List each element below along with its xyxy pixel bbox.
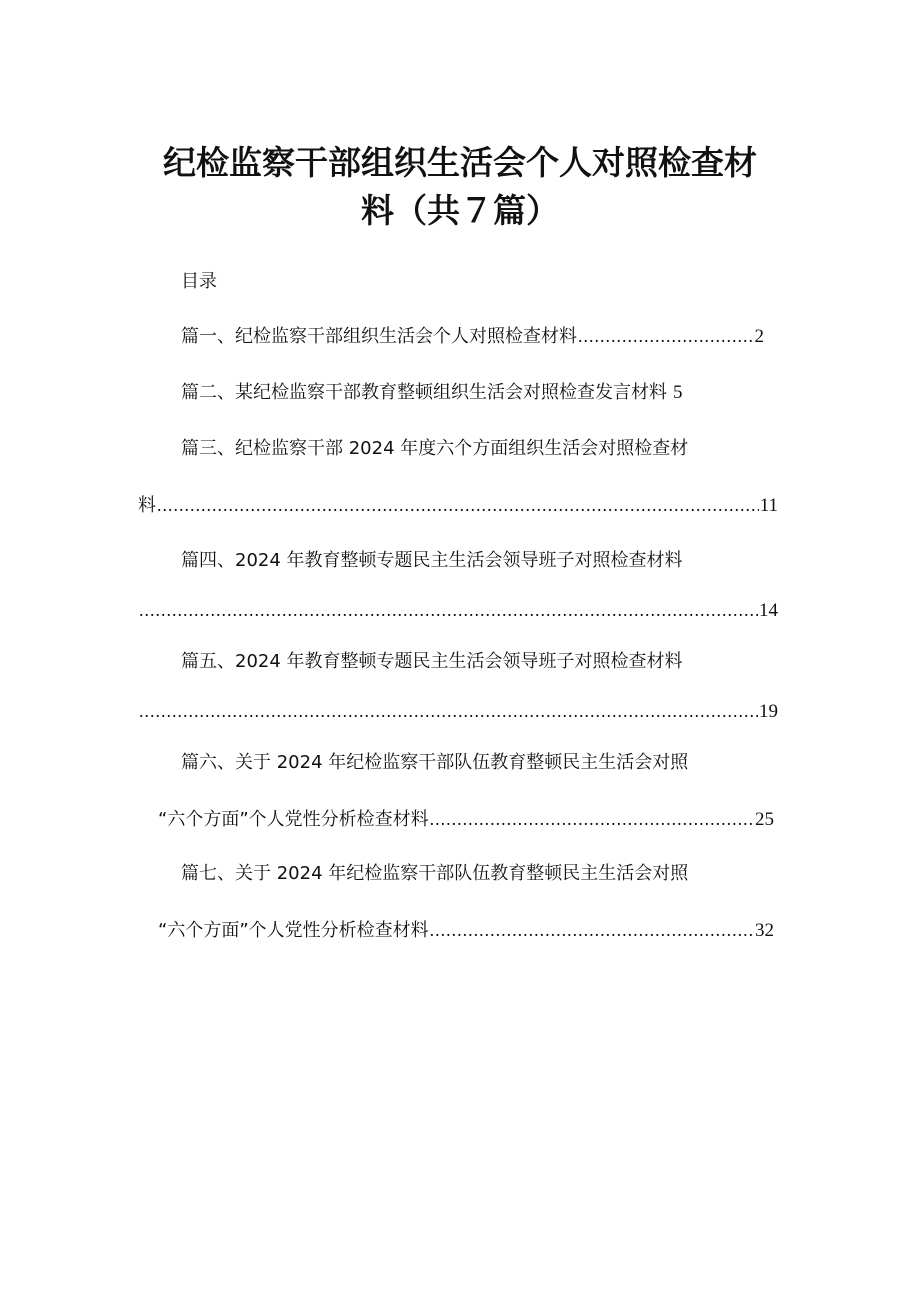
toc-leader-dots: [157, 492, 759, 518]
toc-heading: 目录: [181, 271, 217, 292]
toc-entry-7-line-1[interactable]: [181, 861, 781, 887]
toc-leader-dots: [139, 698, 758, 724]
toc-entry-7-text: 篇七、关于 2024 年纪检监察干部队伍教育整顿民主生活会对照: [181, 863, 689, 884]
toc-leader-dots: [578, 323, 754, 349]
toc-entry-2-text: 篇二、某纪检监察干部教育整顿组织生活会对照检查发言材料: [181, 382, 667, 403]
toc-entry-6-page: 25: [755, 809, 774, 830]
toc-entry-6-text-cont: “六个方面”个人党性分析检查材料: [158, 809, 429, 830]
toc-entry-2[interactable]: [181, 380, 781, 406]
toc-entry-6-text: 篇六、关于 2024 年纪检监察干部队伍教育整顿民主生活会对照: [181, 752, 689, 773]
toc-entry-1[interactable]: [181, 323, 764, 349]
toc-leader-dots: [430, 806, 754, 832]
toc-entry-4-page: 14: [759, 600, 778, 621]
toc-entry-3-text-cont: 料: [138, 495, 156, 516]
document-title-line-2: 料（共７篇）: [361, 191, 559, 230]
toc-entry-3-page: 11: [759, 495, 778, 516]
toc-entry-3-line-1[interactable]: [181, 436, 781, 462]
toc-entry-6-line-1[interactable]: [181, 750, 781, 776]
toc-entry-3-line-2[interactable]: [138, 492, 778, 518]
toc-entry-1-text: 篇一、纪检监察干部组织生活会个人对照检查材料: [181, 326, 577, 347]
toc-entry-2-page: 5: [673, 382, 683, 403]
toc-entry-5-text: 篇五、2024 年教育整顿专题民主生活会领导班子对照检查材料: [181, 651, 683, 672]
toc-entry-5-line-1[interactable]: [181, 649, 781, 675]
toc-entry-5-line-2[interactable]: [138, 698, 778, 724]
toc-entry-6-line-2[interactable]: [158, 806, 774, 832]
toc-leader-dots: [139, 597, 758, 623]
toc-entry-7-line-2[interactable]: [158, 917, 774, 943]
toc-entry-7-text-cont: “六个方面”个人党性分析检查材料: [158, 920, 429, 941]
toc-entry-1-page: 2: [754, 326, 764, 347]
toc-entry-3-text: 篇三、纪检监察干部 2024 年度六个方面组织生活会对照检查材: [181, 438, 689, 459]
document-title-line-1: 纪检监察干部组织生活会个人对照检查材: [163, 143, 757, 182]
toc-entry-4-line-1[interactable]: [181, 548, 781, 574]
toc-entry-4-text: 篇四、2024 年教育整顿专题民主生活会领导班子对照检查材料: [181, 550, 683, 571]
toc-entry-5-page: 19: [759, 701, 778, 722]
toc-leader-dots: [430, 917, 754, 943]
toc-entry-4-line-2[interactable]: [138, 597, 778, 623]
toc-entry-7-page: 32: [755, 920, 774, 941]
